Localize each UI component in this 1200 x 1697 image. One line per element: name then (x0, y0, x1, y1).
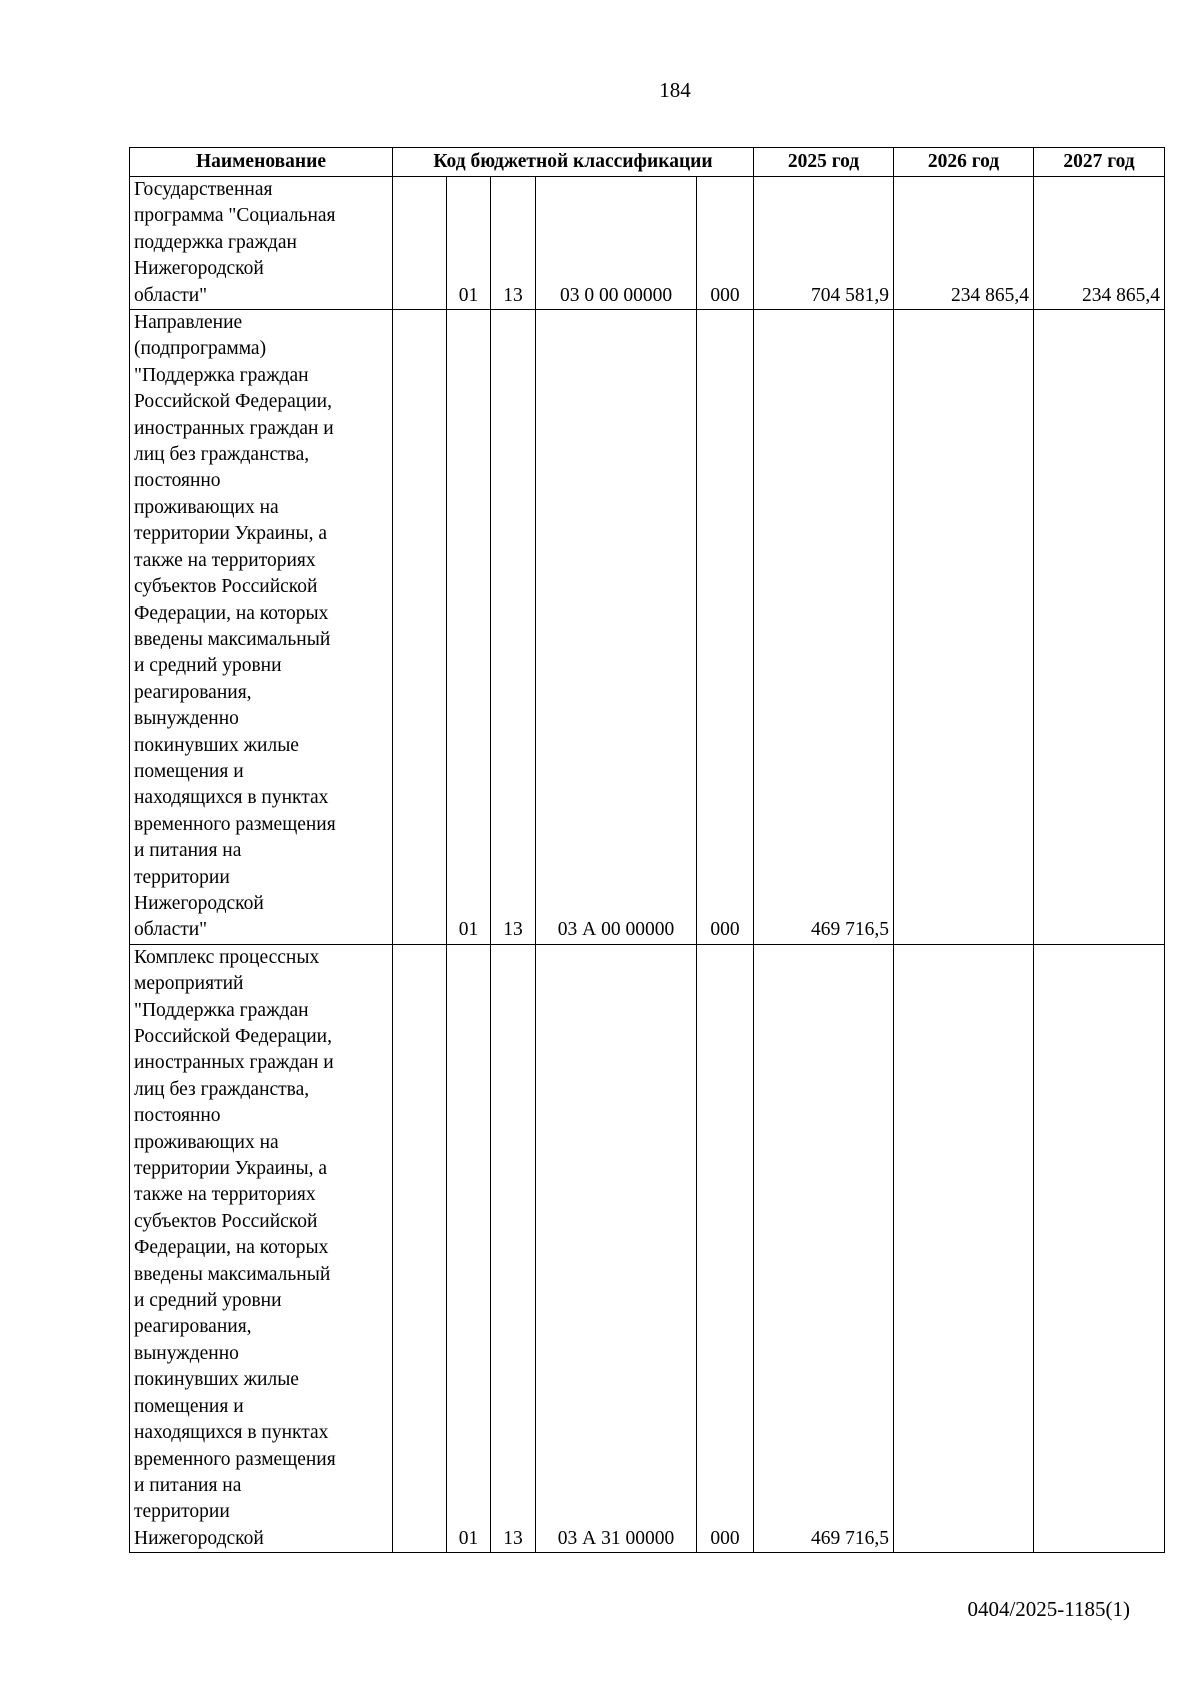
row-name-line: Нижегородской (134, 258, 264, 280)
row-name-line: проживающих на (134, 496, 279, 518)
row-name-line: лиц без гражданства, (134, 1078, 310, 1100)
amount-2027 (1034, 944, 1165, 1552)
document-id: 0404/2025-1185(1) (967, 1597, 1130, 1621)
row-name-line: области" (134, 919, 208, 941)
amount-2025: 469 716,5 (754, 944, 894, 1552)
row-name-line: вынужденно (134, 1342, 239, 1364)
amount-2026 (894, 944, 1034, 1552)
header-code: Код бюджетной классификации (393, 148, 754, 177)
row-name-line: территории Украины, а (134, 1158, 327, 1180)
row-name (130, 177, 393, 310)
row-name-line: лиц без гражданства, (134, 444, 310, 466)
table-row (130, 177, 1165, 310)
row-name-line: (подпрограмма) (134, 338, 267, 360)
row-name-line: Направление (134, 312, 243, 334)
table-body (130, 177, 1165, 1553)
row-name-line: и средний уровни (134, 1290, 282, 1312)
row-name-line: Государственная (134, 179, 273, 200)
code-expense-type: 000 (697, 944, 754, 1552)
row-name-line: вынужденно (134, 708, 239, 730)
amount-2026 (894, 310, 1034, 945)
header-2025: 2025 год (754, 148, 894, 177)
amount-2025: 469 716,5 (754, 310, 894, 945)
row-name-line: проживающих на (134, 1131, 279, 1153)
code-section: 01 (447, 310, 491, 945)
row-name-line: временного размещения (134, 813, 336, 835)
table-row (130, 944, 1165, 1552)
row-name-line: и средний уровни (134, 655, 282, 677)
amount-2026: 234 865,4 (894, 177, 1034, 310)
code-part-0 (393, 177, 447, 310)
row-name-line: постоянно (134, 1105, 221, 1127)
row-name-line: помещения и (134, 1395, 244, 1417)
amount-2027: 234 865,4 (1034, 177, 1165, 310)
row-name-line: субъектов Российской (134, 576, 318, 598)
row-name-line: введены максимальный (134, 1263, 331, 1285)
budget-table (129, 147, 1165, 1553)
header-2026: 2026 год (894, 148, 1034, 177)
code-subsection: 13 (491, 177, 536, 310)
code-part-0 (393, 310, 447, 945)
header-name: Наименование (130, 148, 393, 177)
row-name-line: территории Украины, а (134, 523, 327, 545)
row-name-line: помещения и (134, 760, 244, 782)
row-name-line: поддержка граждан (134, 231, 297, 253)
code-expense-type: 000 (697, 177, 754, 310)
row-name-line: покинувших жилые (134, 1369, 299, 1391)
table-row (130, 310, 1165, 945)
row-name-line: Нижегородской (134, 892, 264, 914)
code-target-article: 03 А 31 00000 (536, 944, 697, 1552)
row-name-line: постоянно (134, 470, 221, 492)
row-name-line: также на территориях (134, 549, 316, 571)
code-section: 01 (447, 177, 491, 310)
row-name-line: и питания на (134, 840, 242, 862)
row-name-line: покинувших жилые (134, 734, 299, 756)
row-name-line: иностранных граждан и (134, 1052, 334, 1074)
row-name-line: временного размещения (134, 1448, 336, 1470)
row-name-line: реагирования, (134, 1316, 252, 1338)
row-name-line: территории (134, 1501, 230, 1523)
row-name-line: субъектов Российской (134, 1210, 318, 1232)
code-expense-type: 000 (697, 310, 754, 945)
row-name-line: введены максимальный (134, 628, 331, 650)
row-name-line: и питания на (134, 1474, 242, 1496)
code-subsection: 13 (491, 944, 536, 1552)
row-name-line: программа "Социальная (134, 205, 336, 227)
code-subsection: 13 (491, 310, 536, 945)
row-name-line: "Поддержка граждан (134, 364, 309, 386)
row-name (130, 310, 393, 945)
row-name-line: мероприятий (134, 973, 244, 995)
row-name-line: Российской Федерации, (134, 391, 332, 413)
row-name-line: Нижегородской (134, 1527, 264, 1549)
row-name-line: иностранных граждан и (134, 417, 334, 439)
row-name-line: территории (134, 866, 230, 888)
code-part-0 (393, 944, 447, 1552)
row-name-line: Федерации, на которых (134, 1237, 329, 1259)
row-name-line: Комплекс процессных (134, 946, 320, 968)
row-name-line: Федерации, на которых (134, 602, 329, 624)
row-name-line: Российской Федерации, (134, 1026, 332, 1047)
amount-2025: 704 581,9 (754, 177, 894, 310)
row-name-line: "Поддержка граждан (134, 999, 309, 1021)
row-name-line: реагирования, (134, 681, 252, 703)
row-name-line: также на территориях (134, 1184, 316, 1206)
code-target-article: 03 А 00 00000 (536, 310, 697, 945)
code-target-article: 03 0 00 00000 (536, 177, 697, 310)
row-name-line: области" (134, 284, 208, 306)
amount-2027 (1034, 310, 1165, 945)
row-name-line: находящихся в пунктах (134, 787, 329, 809)
table-header-row (130, 148, 1165, 177)
header-2027: 2027 год (1034, 148, 1165, 177)
row-name (130, 944, 393, 1552)
page-number: 184 (659, 78, 691, 102)
code-section: 01 (447, 944, 491, 1552)
row-name-line: находящихся в пунктах (134, 1422, 329, 1444)
